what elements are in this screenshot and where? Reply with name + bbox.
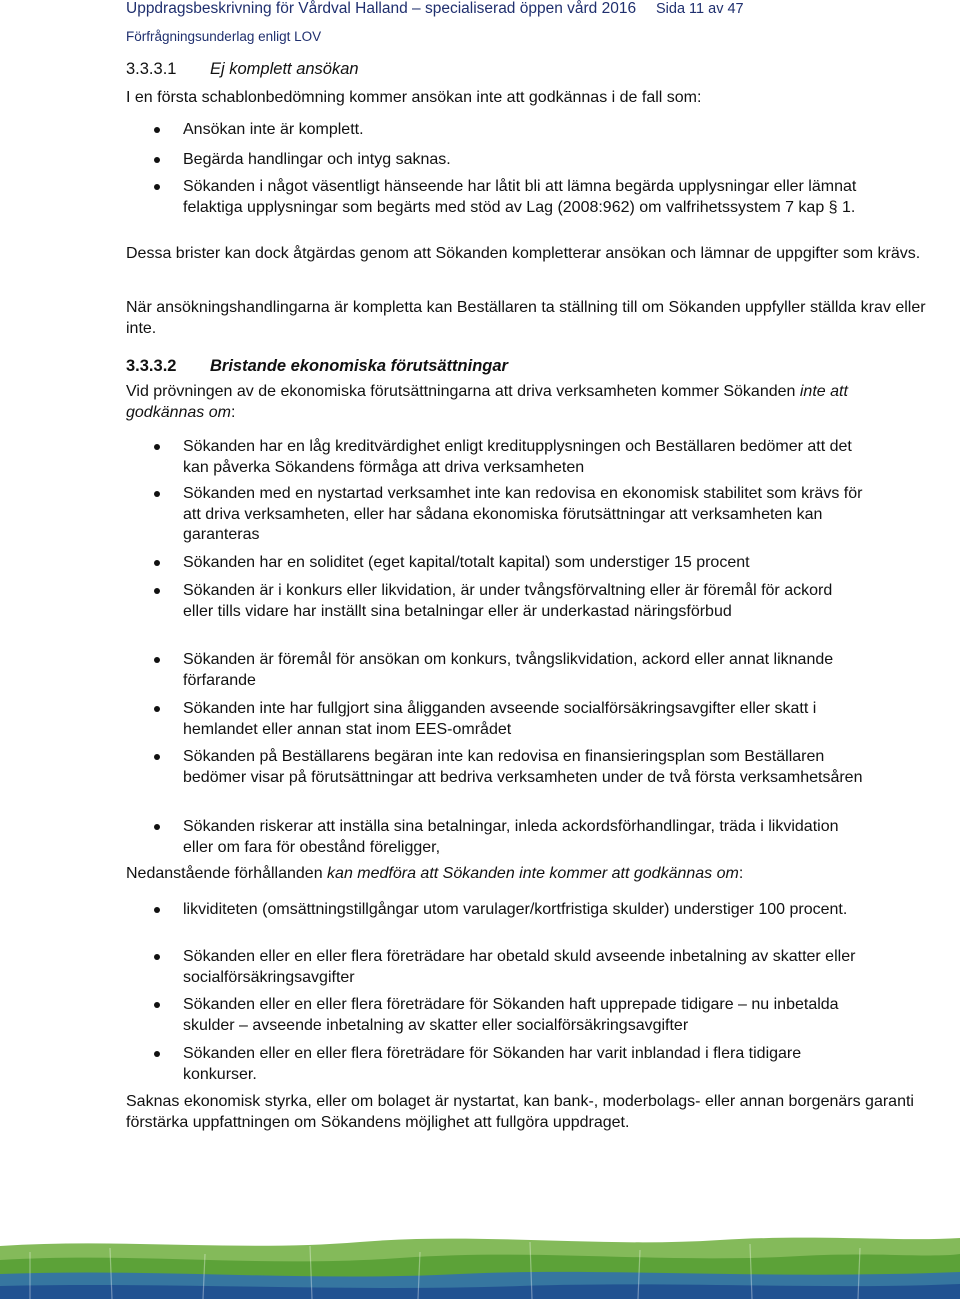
page-number: Sida 11 av 47	[656, 1, 744, 17]
list-item: Sökanden är föremål för ansökan om konkurs, tvångslikvidation, ackord eller annat liknande förfarande	[183, 650, 863, 691]
paragraph: Dessa brister kan dock åtgärdas genom att Sökanden kompletterar ansökan och lämnar de uppgifter som krävs.	[126, 245, 921, 262]
closing-paragraph: Saknas ekonomisk styrka, eller om bolaget är nystartat, kan bank-, moderbolags- eller annan borgenärs garanti förstärka uppfattningen om Sökandens möjlighet att fullgöra uppdraget.	[126, 1093, 914, 1131]
list-item: Begärda handlingar och intyg saknas.	[183, 150, 863, 171]
list-item: Sökanden har en soliditet (eget kapital/totalt kapital) som understiger 15 procent	[183, 553, 863, 574]
list-item: Sökanden inte har fullgjort sina åligganden avseende socialförsäkringsavgifter eller skatt i hemlandet eller annan stat inom EES-området	[183, 699, 863, 740]
list-item: Sökanden i något väsentligt hänseende har låtit bli att lämna begärda upplysningar eller lämnat felaktiga upplysningar som begärts med stöd av Lag (2008:962) om valfrihetssystem 7 kap § 1.	[183, 177, 863, 218]
document-title: Uppdragsbeskrivning för Vårdval Halland – specialiserad öppen vård 2016	[126, 0, 637, 17]
list-item: Ansökan inte är komplett.	[183, 120, 863, 141]
list-item: Sökanden har en låg kreditvärdighet enligt kreditupplysningen och Beställaren bedömer att det kan påverka Sökandens förmåga att driva verksamheten	[183, 437, 863, 478]
section-intro-2: Nedanstående förhållanden kan medföra att Sökanden inte kommer att godkännas om:	[126, 865, 744, 882]
list-item: Sökanden med en nystartad verksamhet inte kan redovisa en ekonomisk stabilitet som krävs för att driva verksamheten, eller har sådana ekonomiska förutsättningar att verksamheten kan garanteras	[183, 484, 863, 546]
paragraph: När ansökningshandlingarna är kompletta kan Beställaren ta ställning till om Sökanden uppfyller ställda krav eller inte.	[126, 299, 926, 337]
section-heading-3-3-3-1	[126, 59, 926, 80]
section-intro: Vid prövningen av de ekonomiska förutsättningarna att driva verksamheten kommer Sökanden inte att godkännas om:	[126, 383, 848, 421]
section-number: 3.3.3.2	[126, 357, 177, 375]
list-item: Sökanden riskerar att inställa sina betalningar, inleda ackordsförhandlingar, träda i likvidation eller om fara för obestånd föreligger,	[183, 817, 863, 858]
brush-band-decoration	[0, 1212, 960, 1299]
section-number: 3.3.3.1	[126, 60, 177, 78]
document-subtitle: Förfrågningsunderlag enligt LOV	[126, 29, 322, 44]
list-item: likviditeten (omsättningstillgångar utom varulager/kortfristiga skulder) understiger 100 procent.	[183, 900, 863, 921]
list-item: Sökanden på Beställarens begäran inte kan redovisa en finansieringsplan som Beställaren bedömer visar på förutsättningar att bedriva verksamheten under de två första verksamhetsåren	[183, 747, 863, 788]
list-item: Sökanden är i konkurs eller likvidation, är under tvångsförvaltning eller är föremål för ackord eller tills vidare har inställt sina betalningar eller är underkastad näringsförbud	[183, 581, 863, 622]
list-item: Sökanden eller en eller flera företrädare för Sökanden haft upprepade tidigare – nu inbetalda skulder – avseende inbetalning av skatter eller socialförsäkringsavgifter	[183, 995, 863, 1036]
list-item: Sökanden eller en eller flera företrädare för Sökanden har varit inblandad i flera tidigare konkurser.	[183, 1044, 863, 1085]
section-intro: I en första schablonbedömning kommer ansökan inte att godkännas i de fall som:	[126, 89, 702, 106]
list-item: Sökanden eller en eller flera företrädare har obetald skuld avseende inbetalning av skatter eller socialförsäkringsavgifter	[183, 947, 863, 988]
section-title: Bristande ekonomiska förutsättningar	[210, 357, 508, 375]
section-heading-3-3-3-2	[126, 356, 926, 377]
section-title: Ej komplett ansökan	[210, 60, 359, 78]
